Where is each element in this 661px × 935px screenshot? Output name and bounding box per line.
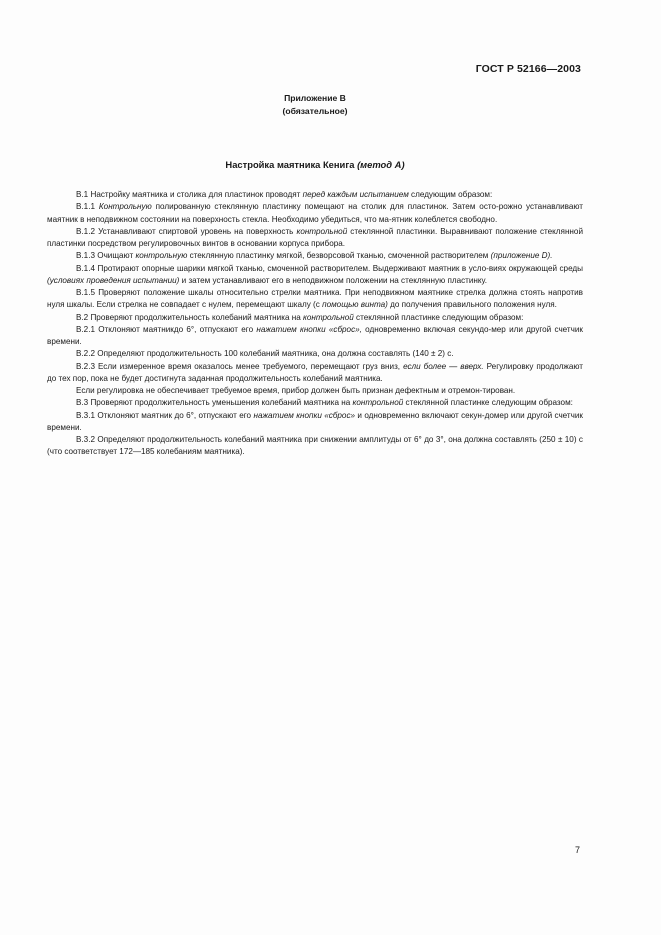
paragraph-emphasis: контрольной xyxy=(303,312,354,322)
clause-number: В.2.1 xyxy=(76,324,95,334)
paragraph-b1-1 xyxy=(47,201,583,226)
paragraph-b3-2 xyxy=(47,434,583,459)
clause-number: В.1.5 xyxy=(76,288,95,297)
paragraph-text: стеклянной пластинки. Выравнивают положение стеклянной пластинки посредством регулировочных винтов в основании корпуса прибора. xyxy=(47,226,583,248)
paragraph-b1-2 xyxy=(47,226,583,251)
paragraph-text: полированную стеклянную пластинку помещают на столик для пластинок. Затем осто-рожно устанавливают маятник в неподвижном состоянии на поверхность стекла. Необходимо убедиться, что ма-ятник колеблется свободно. xyxy=(47,202,583,224)
clause-number: В.1.3 xyxy=(76,251,95,261)
paragraph-b3-1 xyxy=(47,410,583,435)
paragraph-text: следующим образом: xyxy=(411,190,493,199)
clause-number: В.1.2 xyxy=(76,226,95,236)
paragraph-emphasis: нажатием кнопки «сброс», xyxy=(256,324,362,334)
paragraph-text: Проверяют продолжительность уменьшения колебаний маятника на xyxy=(90,398,351,408)
clause-number: В.3.1 xyxy=(76,410,95,420)
paragraph-b2-1 xyxy=(47,324,583,349)
paragraph-text: Проверяют продолжительность колебаний маятника на xyxy=(90,312,301,322)
paragraph-text: Отклоняют маятник до 6°, отпускают его xyxy=(97,410,252,420)
paragraph-b1-3 xyxy=(47,250,583,262)
paragraph-text: Если измеренное время оказалось менее требуемого, перемещают груз вниз, xyxy=(97,361,401,371)
paragraph-text: Настройку маятника и столика для пластинок проводят xyxy=(90,190,301,199)
clause-number: В.1.4 xyxy=(76,263,95,273)
paragraph-text: одновременно включая секундо-мер или другой счетчик времени. xyxy=(47,324,583,346)
clause-number: В.2.3 xyxy=(76,361,95,371)
paragraph-text: стеклянной пластинке следующим образом: xyxy=(356,312,524,322)
clause-number: В.3 xyxy=(76,398,89,408)
paragraph-emphasis: контрольную xyxy=(135,251,188,261)
paragraph-text: и затем устанавливают его в неподвижном положении на стеклянную пластинку. xyxy=(181,275,488,285)
annex-title-text: Настройка маятника Кенига xyxy=(225,159,355,170)
paragraph-text: Определяют продолжительность 100 колебаний маятника, она должна составлять (140 ± 2) с. xyxy=(97,349,454,359)
paragraph-emphasis: если более — вверх. xyxy=(403,361,484,371)
page-number: 7 xyxy=(574,845,580,855)
paragraph-b1-5 xyxy=(47,287,583,312)
document-body xyxy=(47,189,583,459)
clause-number: В.2.2 xyxy=(76,349,95,359)
paragraph-text: Если регулировка не обеспечивает требуемое время, прибор должен быть признан дефектным и отремон-тирован. xyxy=(76,386,516,395)
paragraph-emphasis: нажатием кнопки «сброс» xyxy=(253,410,356,420)
clause-number: В.1.1 xyxy=(76,202,95,212)
clause-number: В.1 xyxy=(76,190,89,199)
paragraph-text: стеклянной пластинке следующим образом: xyxy=(405,398,573,408)
annex-heading xyxy=(0,92,630,118)
paragraph-text: Проверяют положение шкалы относительно стрелки маятника. При неподвижном маятнике стрелка должна стоять напротив нуля шкалы. Если стрелка не совпадает с нулем, перемещают шкалу (с xyxy=(47,288,583,310)
paragraph-b1 xyxy=(47,189,583,201)
paragraph-b2-3-cont xyxy=(47,385,583,397)
clause-number: В.3.2 xyxy=(76,435,95,444)
paragraph-text: стеклянную пластинку мягкой, безворсовой тканью, смоченной растворителем xyxy=(189,251,489,261)
standard-number: ГОСТ Р 52166—2003 xyxy=(475,63,581,75)
annex-label: Приложение В xyxy=(284,93,346,103)
annex-title xyxy=(0,159,630,170)
paragraph-emphasis: контрольной xyxy=(352,398,404,408)
paragraph-emphasis: контрольной xyxy=(296,226,348,236)
paragraph-text: Отклоняют маятникдо 6°, отпускают его xyxy=(98,324,254,334)
paragraph-emphasis: помощью винта) xyxy=(322,300,388,310)
paragraph-b1-4 xyxy=(47,263,583,288)
paragraph-b3 xyxy=(47,397,583,409)
paragraph-b2-2 xyxy=(47,348,583,360)
paragraph-emphasis: (условиях проведения испытании) xyxy=(47,275,180,285)
annex-status: (обязательное) xyxy=(282,106,348,116)
paragraph-text: до получения правильного положения нуля. xyxy=(390,300,557,310)
paragraph-emphasis: (приложение D). xyxy=(490,251,553,261)
paragraph-emphasis: Контрольную xyxy=(98,202,152,212)
paragraph-text: Устанавливают спиртовой уровень на поверхность xyxy=(98,226,294,236)
clause-number: В.2 xyxy=(76,312,89,322)
paragraph-b2 xyxy=(47,312,583,324)
annex-title-method: (метод А) xyxy=(357,159,405,170)
paragraph-text: Определяют продолжительность колебаний маятника при снижении амплитуды от 6° до 3°, она должна составлять (250 ± 10) с (что соответствует 172—185 колебаниям маятника). xyxy=(47,435,583,457)
paragraph-text: и одновременно включают секун-домер или другой счетчик времени. xyxy=(47,410,583,432)
paragraph-text: Очищают xyxy=(97,251,134,261)
paragraph-emphasis: перед каждым испытанием xyxy=(302,190,409,199)
paragraph-text: Протирают опорные шарики мягкой тканью, смоченной растворителем. Выдерживают маятник в усло-виях окружающей среды xyxy=(97,263,584,273)
paragraph-b2-3 xyxy=(47,361,583,386)
paragraph-text: Регулировку продолжают до тех пор, пока не будет достигнута заданная продолжительность колебаний маятника. xyxy=(47,361,584,383)
